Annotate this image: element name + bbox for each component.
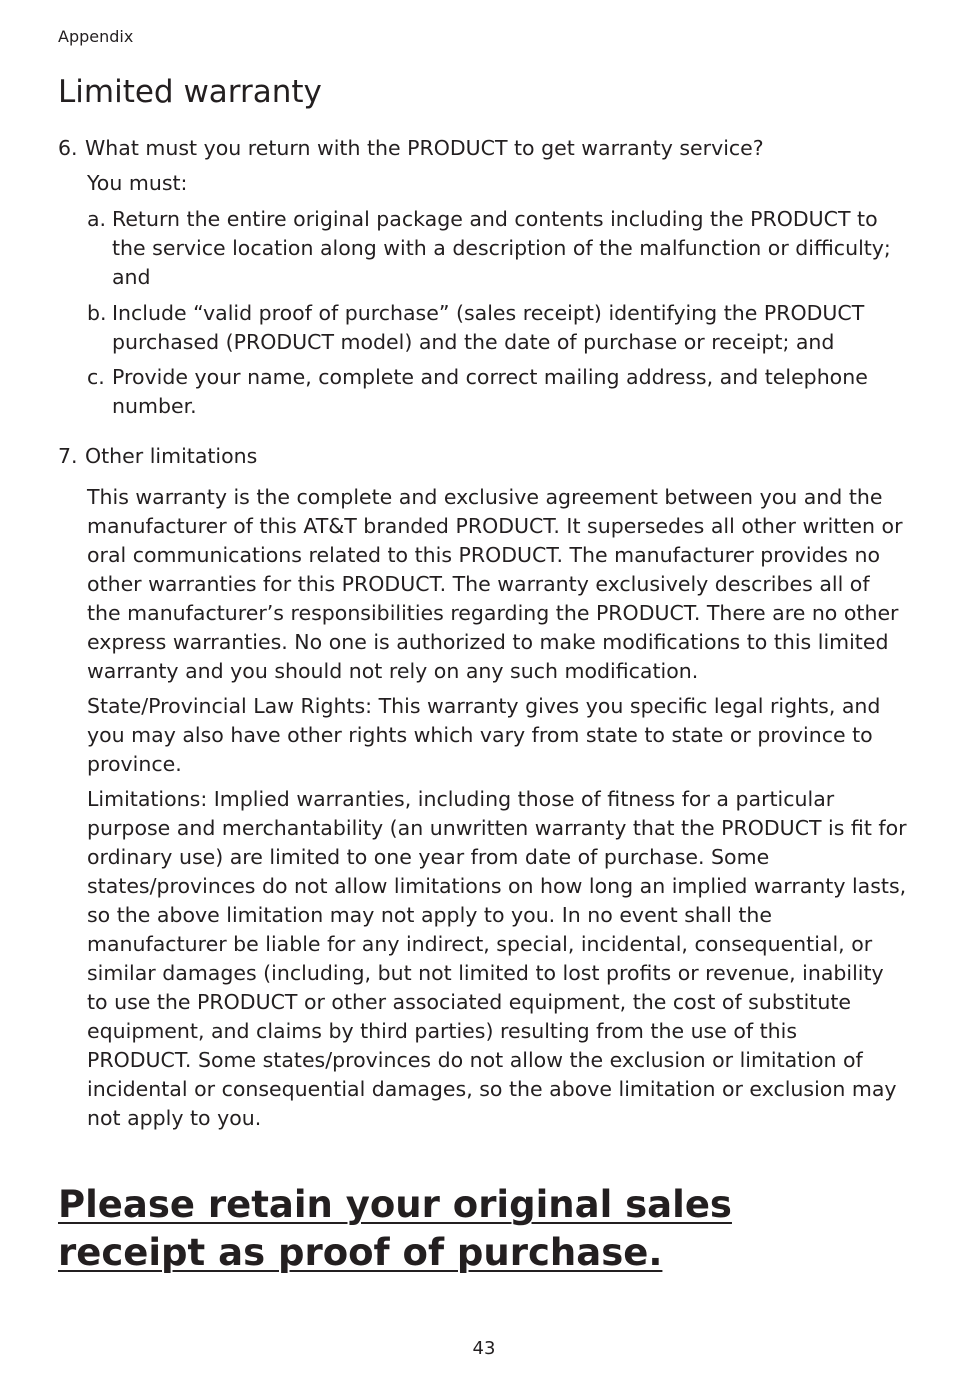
list-text-b: Include “valid proof of purchase” (sales receipt) identifying the PRODUCT purchased (PRODUCT model) and the date of purchase or receipt; and [112, 301, 865, 354]
section-label: Appendix [58, 27, 134, 46]
question-6-intro: You must: [87, 171, 188, 195]
page-title: Limited warranty [58, 74, 322, 110]
question-7-heading [58, 442, 257, 471]
list-marker-b: b. [87, 301, 107, 325]
list-item-c [87, 363, 917, 421]
paragraph-limitations: Limitations: Implied warranties, including those of fitness for a particular purpose and merchantability (an unwritten warranty that the PRODUCT is fit for ordinary use) are limited to one year from date of purchase. Some states/provinces do not allow limitations on how long an implied warranty lasts, so the above limitation may not apply to you. In no event shall the manufacturer be liable for any indirect, special, incidental, consequential, or similar damages (including, but not limited to lost profits or revenue, inability to use the PRODUCT or other associated equipment, the cost of substitute equipment, and claims by third parties) resulting from the use of this PRODUCT. Some states/provinces do not allow the exclusion or limitation of incidental or consequential damages, so the above limitation or exclusion may not apply to you. [87, 787, 907, 1130]
list-text-a: Return the entire original package and contents including the PRODUCT to the service location along with a description of the malfunction or difficulty; and [112, 207, 891, 289]
question-6-text: What must you return with the PRODUCT to get warranty service? [85, 136, 764, 160]
question-7-text: Other limitations [85, 444, 258, 468]
list-item-b [87, 299, 917, 357]
question-7-number: 7. [58, 444, 78, 468]
page-number: 43 [472, 1338, 496, 1359]
paragraph-law-rights: State/Provincial Law Rights: This warranty gives you specific legal rights, and you may also have other rights which vary from state to state or province to province. [87, 694, 881, 776]
question-6-heading [58, 134, 764, 163]
list-marker-a: a. [87, 207, 107, 231]
list-item-a [87, 205, 917, 292]
question-6-number: 6. [58, 136, 78, 160]
list-marker-c: c. [87, 365, 105, 389]
paragraph-agreement: This warranty is the complete and exclusive agreement between you and the manufacturer of this AT&T branded PRODUCT. It supersedes all other written or oral communications related to this PRODUCT. The manufacturer provides no other warranties for this PRODUCT. The warranty exclusively describes all of the manufacturer’s responsibilities regarding the PRODUCT. There are no other express warranties. No one is authorized to make modifications to this limited warranty and you should not rely on any such modification. [87, 485, 903, 683]
receipt-notice: Please retain your original sales receipt as proof of purchase. [58, 1183, 732, 1274]
list-text-c: Provide your name, complete and correct mailing address, and telephone number. [112, 365, 868, 418]
